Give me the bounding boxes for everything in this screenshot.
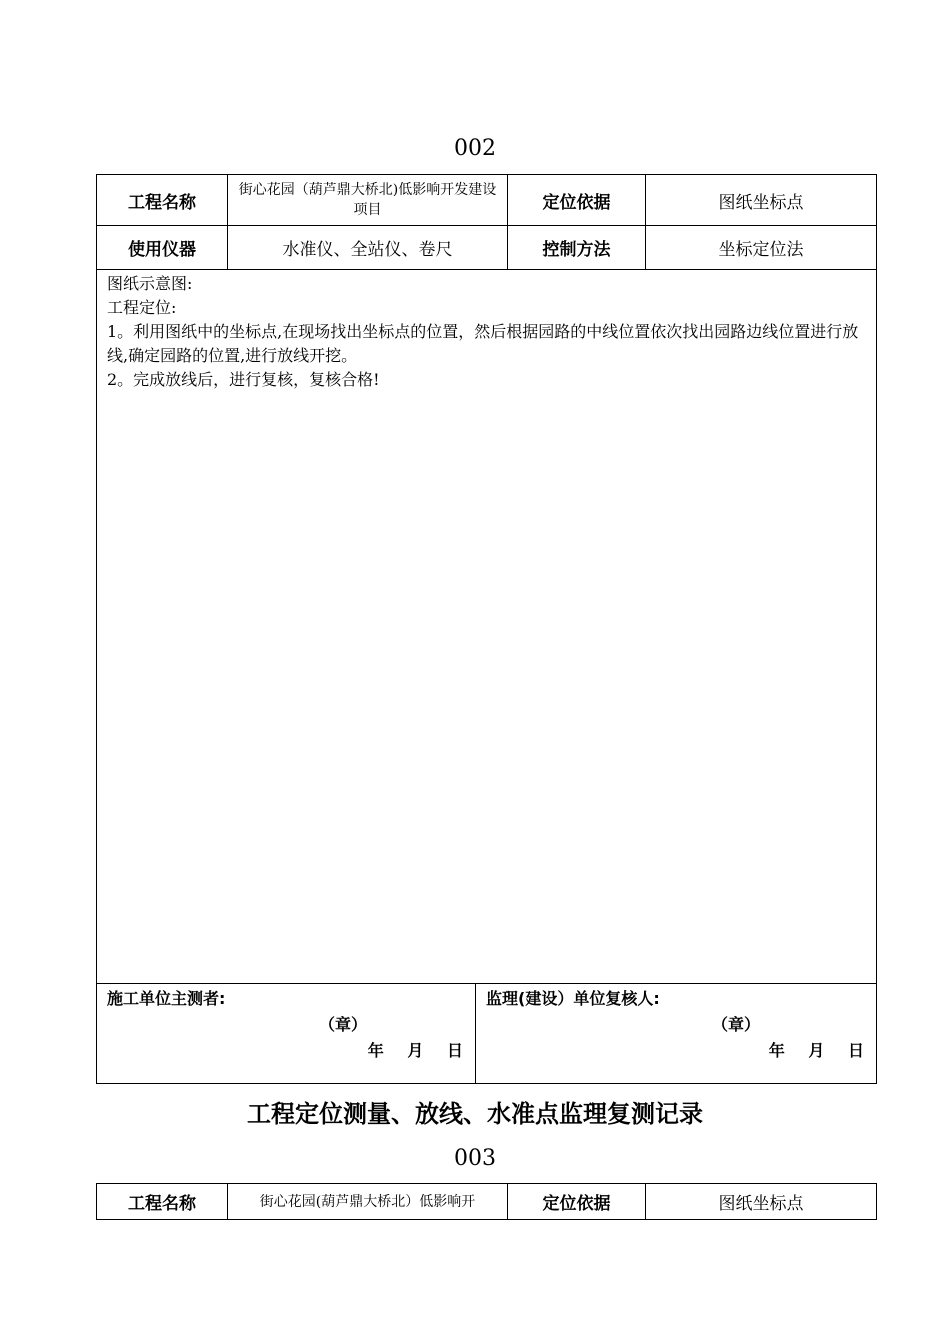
project-name-label: 工程名称 <box>97 1184 228 1219</box>
signature-area <box>97 984 876 1083</box>
supervisor-reviewer-label: 监理(建设）单位复核人: <box>486 989 660 1008</box>
table-row <box>97 1184 876 1219</box>
form-number: 003 <box>454 1146 496 1171</box>
positioning-heading: 工程定位: <box>107 298 177 317</box>
control-method-label: 控制方法 <box>508 226 646 269</box>
contractor-surveyor-label: 施工单位主测者: <box>107 989 226 1008</box>
positioning-basis-value: 图纸坐标点 <box>718 1194 804 1214</box>
section-title: 工程定位测量、放线、水准点监理复测记录 <box>247 1100 703 1128</box>
instrument-label: 使用仪器 <box>97 226 228 269</box>
supervisor-seal: （章） <box>712 1015 761 1034</box>
survey-record-table <box>96 1183 877 1220</box>
instrument-value: 水准仪、全站仪、卷尺 <box>228 226 508 269</box>
project-name-value: 街心花园(葫芦鼎大桥北）低影响开 <box>228 1184 508 1219</box>
contractor-signature-block <box>97 984 476 1083</box>
record-body <box>97 270 876 984</box>
table-row <box>97 175 876 226</box>
drawing-sketch-heading: 图纸示意图: <box>107 274 193 293</box>
form-number: 002 <box>454 136 496 161</box>
contractor-seal: （章） <box>319 1015 368 1034</box>
supervisor-date <box>755 1038 866 1061</box>
day-label: 日 <box>446 1041 465 1060</box>
month-label: 月 <box>808 1041 827 1060</box>
year-label: 年 <box>367 1041 386 1060</box>
supervisor-signature-block <box>476 984 876 1083</box>
survey-record-table <box>96 174 877 1084</box>
positioning-basis-label: 定位依据 <box>508 175 646 225</box>
project-name-value: 街心花园（葫芦鼎大桥北)低影响开发建设项目 <box>228 175 508 225</box>
day-label: 日 <box>847 1041 866 1060</box>
step-one-text: 1。利用图纸中的坐标点,在现场找出坐标点的位置，然后根据园路的中线位置依次找出园路边线位置进行放线,确定园路的位置,进行放线开挖。 <box>107 322 859 365</box>
control-method-value: 坐标定位法 <box>718 240 804 260</box>
positioning-basis-label: 定位依据 <box>508 1184 646 1219</box>
year-label: 年 <box>768 1041 787 1060</box>
table-row <box>97 226 876 270</box>
project-name-label: 工程名称 <box>97 175 228 225</box>
month-label: 月 <box>407 1041 426 1060</box>
positioning-basis-value: 图纸坐标点 <box>718 192 804 213</box>
contractor-date <box>354 1038 465 1061</box>
step-two-text: 2。完成放线后，进行复核，复核合格! <box>107 370 380 389</box>
